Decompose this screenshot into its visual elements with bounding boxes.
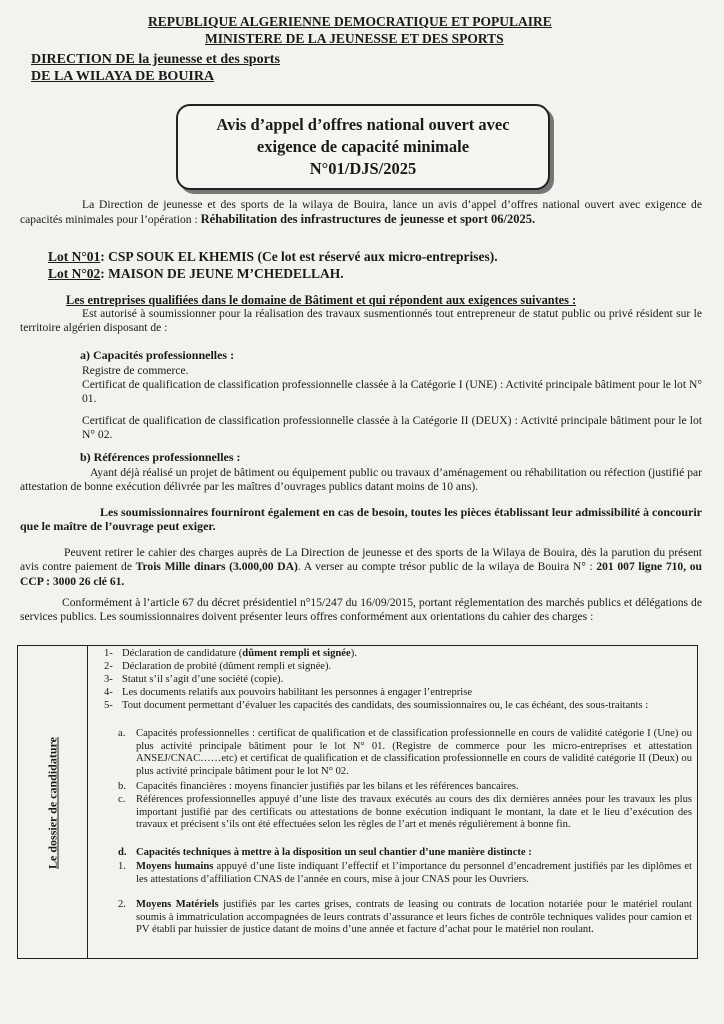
dossier-humains-text: appuyé d’une liste indiquant l’effectif et l’importance du personnel d’encadrement justifiés par les diplômes et les attestations d’affiliation CNAS de l’année en cours, mise à jour CNAS pour les Ouvriers. (136, 861, 692, 885)
lot-1 (48, 249, 498, 265)
conformement-paragraph: Conformément à l’article 67 du décret présidentiel n°15/247 du 16/09/2015, portant réglementation des marchés publics et délégations de services publics. Les soumissionnaires doivent présenter leurs offres conformément aux orientations du cahier des charges : (20, 596, 702, 624)
notice-paragraph: Les soumissionnaires fourniront également en cas de besoin, toutes les pièces établissant leur admissibilité à concourir que le maître de l’ouvrage peut exiger. (20, 505, 702, 534)
dossier-item1-num: 1- (104, 648, 113, 659)
references-pro-text: Ayant déjà réalisé un projet de bâtiment ou équipement public ou travaux d’aménagement ou réhabilitation ou réfection (justifié par attestation de bonne exécution délivrée par les maîtres d’ouvrages publics datant moins de 10 ans). (20, 466, 702, 494)
lot-2-label: Lot N°02 (48, 266, 101, 281)
header-wilaya: DE LA WILAYA DE BOUIRA (31, 69, 215, 84)
intro-text: La Direction de jeunesse et des sports de la wilaya de Bouira, lance un avis d’appel d’offres national ouvert avec exigence de capacités minimales pour l’opération : (20, 198, 702, 227)
dossier-item2-num: 2- (104, 661, 113, 672)
dossier-item1-bold: dûment rempli et signée (242, 648, 351, 659)
dossier-humains-num: 1. (118, 861, 126, 872)
dossier-side-column (18, 646, 88, 958)
capacites-pro-item3: Certificat de qualification de classification professionnelle classée à la Catégorie II (DEUX) : Activité principale bâtiment pour le lot N° 02. (82, 414, 702, 442)
dossier-item4: Les documents relatifs aux pouvoirs habilitant les personnes à engager l’entreprise (122, 687, 473, 698)
dossier-item2: Déclaration de probité (dûment rempli et signée). (122, 661, 332, 672)
dossier-item3-num: 3- (104, 674, 113, 685)
dossier-item5: Tout document permettant d’évaluer les capacités des candidats, des soumissionnaires ou, le cas échéant, des sous-traitants : (122, 700, 649, 711)
dossier-humains (136, 861, 692, 886)
dossier-d: Capacités techniques à mettre à la disposition un seul chantier d’une manière distincte : (136, 847, 532, 858)
dossier-b: Capacités financières : moyens financier justifiés par les bilans et les références bancaires. (136, 781, 519, 792)
lot-1-label: Lot N°01 (48, 249, 101, 264)
header-direction: DIRECTION DE la jeunesse et des sports (31, 52, 280, 67)
retrait-amount: Trois Mille dinars (3.000,00 DA) (135, 560, 298, 574)
dossier-item3: Statut s’il s’agit d’une société (copie). (122, 674, 284, 685)
lot-2-text: : MAISON DE JEUNE M’CHEDELLAH. (100, 266, 344, 281)
capacites-pro-heading: a) Capacités professionnelles : (80, 348, 235, 362)
dossier-item4-num: 4- (104, 687, 113, 698)
qualified-text: Est autorisé à soumissionner pour la réalisation des travaux susmentionnés tout entrepreneur de statut public ou privé résident sur le territoire algérien disposant de : (20, 307, 702, 335)
dossier-a: Capacités professionnelles : certificat de qualification et de classification professionnelle en cours de validité catégorie I (Une) ou plus activité principale bâtiment pour le lot N° 01. (Registre de commerce pour les micro-entreprises et attestation ANSEJ/CNAC……etc) et certificat de qualification et de classification professionnelle en cours de validité catégorie II (Deux) ou plus activité principale bâtiment pour le lot N° 02. (136, 728, 692, 777)
dossier-item1 (122, 648, 682, 661)
dossier-humains-label: Moyens humains (136, 861, 214, 872)
qualified-heading: Les entreprises qualifiées dans le domaine de Bâtiment et qui répondent aux exigences suivantes : (66, 293, 577, 307)
dossier-a-num: a. (118, 728, 126, 739)
capacites-pro-item1: Registre de commerce. (82, 364, 189, 377)
header-republique: REPUBLIQUE ALGERIENNE DEMOCRATIQUE ET POPULAIRE (148, 14, 552, 29)
lot-1-text: : CSP SOUK EL KHEMIS (Ce lot est réservé aux micro-entreprises). (100, 249, 498, 264)
dossier-item5-num: 5- (104, 700, 113, 711)
retrait-text2: . A verser au compte trésor public de la wilaya de Bouira N° : (297, 560, 593, 574)
dossier-item1-end: ). (350, 648, 357, 659)
title-line1: Avis d’appel d’offres national ouvert avec (216, 115, 510, 134)
intro-operation: Réhabilitation des infrastructures de jeunesse et sport 06/2025. (200, 212, 536, 227)
dossier-item1-text: Déclaration de candidature ( (122, 648, 243, 659)
dossier-b-num: b. (118, 781, 126, 792)
retrait-paragraph (20, 546, 702, 589)
references-pro-heading: b) Références professionnelles : (80, 450, 241, 464)
header-ministere: MINISTERE DE LA JEUNESSE ET DES SPORTS (205, 31, 504, 46)
title-box (176, 104, 550, 190)
dossier-materiels (136, 899, 692, 937)
dossier-materiels-label: Moyens Matériels (136, 899, 219, 910)
capacites-pro-item2: Certificat de qualification de classification professionnelle classée à la Catégorie I (UNE) : Activité principale bâtiment pour le lot N° 01. (82, 378, 702, 406)
dossier-table (17, 645, 698, 959)
dossier-side-label: Le dossier de candidature (45, 737, 60, 869)
intro-paragraph (20, 198, 702, 228)
dossier-materiels-text: justifiés par les cartes grises, contrats de leasing ou contrats de location notariée pour le matériel roulant soumis à immatriculation accompagnées de leurs contrats d’assurance et leurs fiches de contrôle techniques valides pour camion et PV établi par huissier de justice datant de moins d’une année et facture d’achat pour le matériel non roulant. (136, 899, 692, 935)
dossier-materiels-num: 2. (118, 899, 126, 910)
title-line2: exigence de capacité minimale (256, 137, 470, 156)
lot-2 (48, 266, 344, 282)
retrait-account: 201 007 ligne 710, ou CCP : 3000 26 clé 61. (20, 560, 702, 588)
dossier-c-num: c. (118, 794, 126, 805)
title-line3: N°01/DJS/2025 (309, 159, 417, 178)
retrait-text1: Peuvent retirer le cahier des charges auprès de La Direction de jeunesse et des sports de la Wilaya de Bouira, dès la parution du présent avis contre paiement de (20, 546, 702, 574)
dossier-c: Références professionnelles appuyé d’une liste des travaux exécutés au cours des dix dernières années pour les travaux les plus important justifié par des certificats ou attestations de bonne exécution indiquant le montant, la date et le lieu d’exécution des travaux et précisent s’ils ont été effectuées selon les règles de l’art et menés régulièrement à bonne fin. (136, 794, 692, 830)
dossier-d-num: d. (118, 847, 127, 858)
